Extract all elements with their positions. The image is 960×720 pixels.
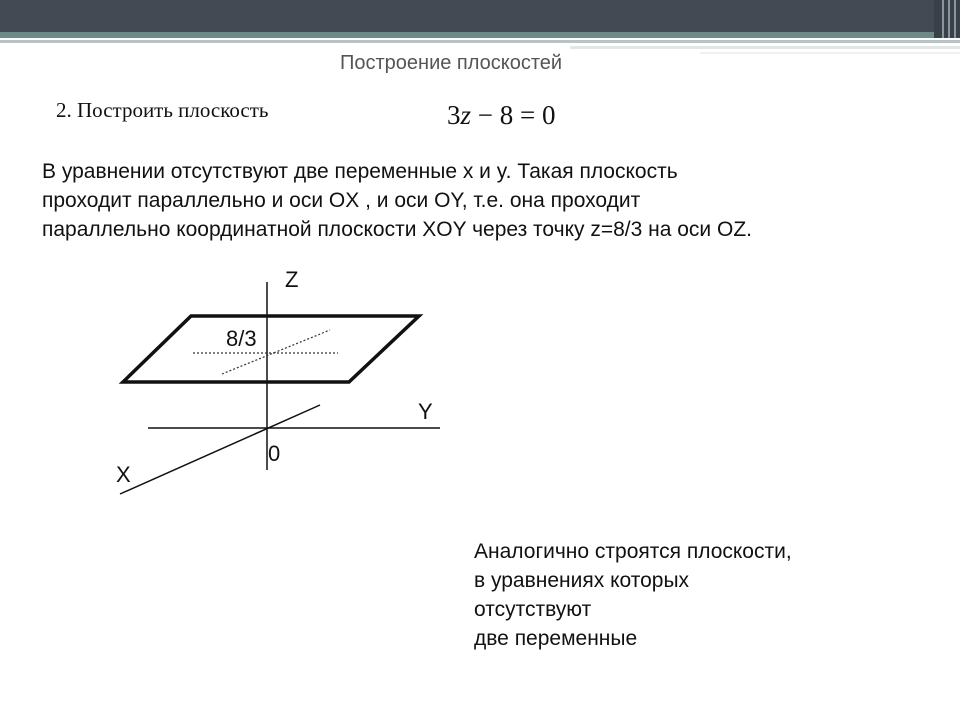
z-axis-label: Z [285,267,299,292]
description-line: В уравнении отсутствуют две переменные x и y. Такая плоскость [42,160,678,183]
equation-coefficient: 3 [447,100,461,130]
note-line: в уравнениях которых [474,569,690,592]
equation-variable: z [460,100,472,130]
description-line: проходит параллельно и оси OX , и оси OY, т.е. она проходит [42,189,641,212]
note-paragraph [474,537,934,653]
intercept-label: 8/3 [226,326,257,351]
y-axis-label: Y [418,399,433,424]
plane-parallelogram [123,316,419,382]
note-line: две переменные [474,627,638,650]
note-line: Аналогично строятся плоскости, [474,540,792,563]
x-axis-label: X [116,462,131,487]
description-line: параллельно координатной плоскости XOY через точку z=8/3 на оси OZ. [42,218,752,241]
note-line: отсутствуют [474,598,592,621]
x-axis [120,405,320,494]
task-label: 2. Построить плоскость [56,98,269,122]
slide-title: Построение плоскостей [340,52,563,74]
equation-rest: − 8 = 0 [471,100,556,130]
origin-label: 0 [268,441,281,466]
